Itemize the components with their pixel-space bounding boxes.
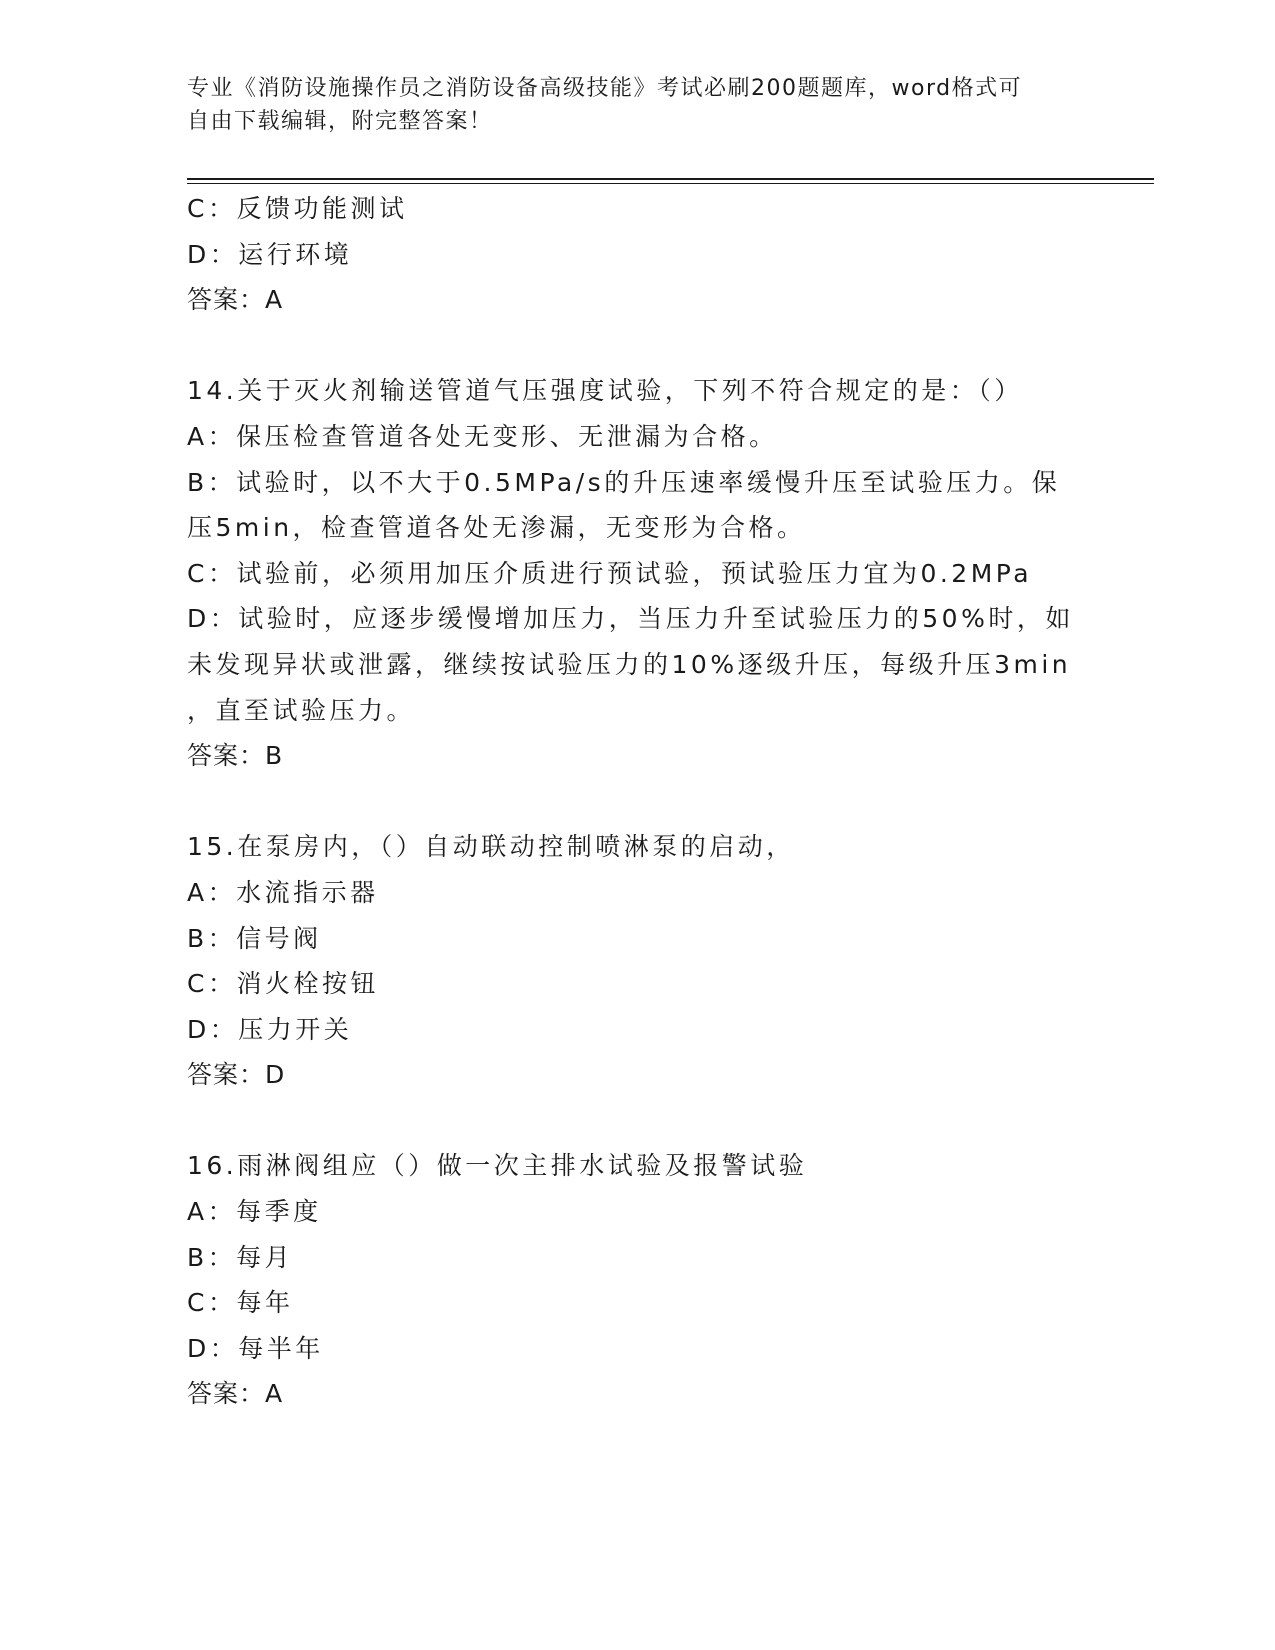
option-a: A：每季度 [187,1197,322,1227]
question-stem: 16.雨淋阀组应（）做一次主排水试验及报警试验 [187,1151,808,1181]
header-title-line-1: 专业《消防设施操作员之消防设备高级技能》考试必刷200题题库，word格式可 [187,76,1023,101]
option-d-line-2: 未发现异状或泄露，继续按试验压力的10%逐级升压，每级升压3min [187,649,1072,679]
header-divider-thick [187,178,1154,180]
question-16 [187,1143,1087,1417]
header-title-line-2: 自由下载编辑，附完整答案！ [187,109,493,134]
option-c: C：反馈功能测试 [187,194,408,223]
option-c: C：每年 [187,1288,294,1318]
option-a: A：水流指示器 [187,877,379,907]
option-c: C：消火栓按钮 [187,969,379,999]
question-15 [187,824,1087,1098]
answer-line: 答案：D [187,1060,286,1090]
answer-line: 答案：A [187,1379,284,1409]
question-14 [187,368,1087,778]
question-stem: 15.在泵房内，（）自动联动控制喷淋泵的启动， [187,832,795,862]
answer-line: 答案：B [187,741,284,771]
option-d: D：运行环境 [187,239,353,269]
question-list [187,186,1087,1417]
previous-question-tail [187,186,1087,323]
option-d-line-3: ，直至试验压力。 [187,695,416,725]
answer-line: 答案：A [187,285,284,315]
spacer [187,323,1087,369]
option-d: D：压力开关 [187,1014,353,1044]
option-d: D：每半年 [187,1333,324,1363]
option-b: B：每月 [187,1242,294,1272]
question-stem: 14.关于灭火剂输送管道气压强度试验，下列不符合规定的是：（） [187,376,1023,406]
option-b: B：信号阀 [187,923,322,953]
spacer [187,779,1087,825]
spacer [187,1098,1087,1144]
header-divider-thin [187,183,1154,184]
option-c: C：试验前，必须用加压介质进行预试验，预试验压力宜为0.2MPa [187,558,1033,588]
option-d-line-1: D：试验时，应逐步缓慢增加压力，当压力升至试验压力的50%时，如 [187,604,1074,634]
option-b-line-1: B：试验时，以不大于0.5MPa/s的升压速率缓慢升压至试验压力。保 [187,467,1061,497]
document-header [187,72,1067,138]
option-a: A：保压检查管道各处无变形、无泄漏为合格。 [187,421,778,451]
option-b-line-2: 压5min，检查管道各处无渗漏，无变形为合格。 [187,513,806,543]
